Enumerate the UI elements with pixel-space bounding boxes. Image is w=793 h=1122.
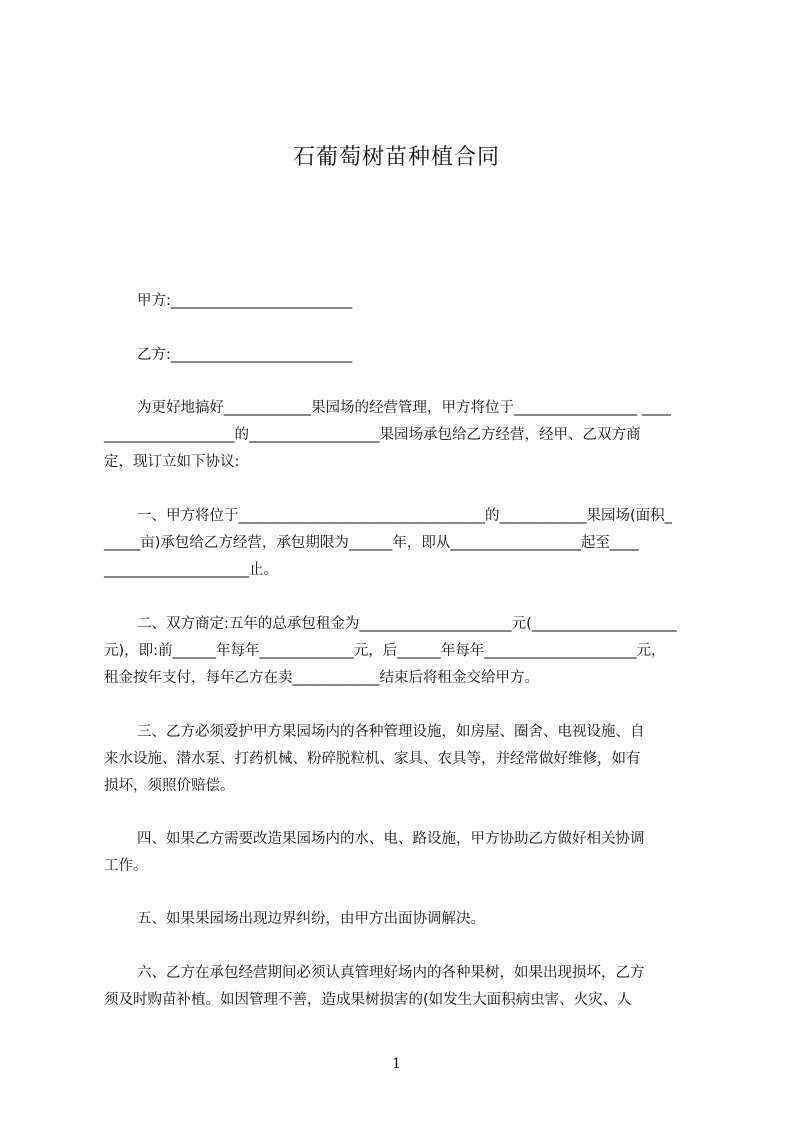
clause-6-line-1: 六、乙方在承包经营期间必须认真管理好场内的各种果树，如果出现损坏，乙方 (137, 965, 645, 981)
party-b-line: 乙方:_________________________ (137, 347, 353, 363)
intro-line-2: __________________的__________________果园场承包给乙方经营，经甲、乙双方商 (104, 427, 641, 443)
intro-line-1: 为更好地搞好____________果园场的经营管理，甲方将位于_________________ ____ (137, 400, 671, 416)
clause-1-line-1: 一、甲方将位于__________________________________的____________果园场(面积_ (137, 508, 672, 524)
clause-3-line-3: 损坏，须照价赔偿。 (104, 778, 235, 794)
clause-1-line-2: _____亩)承包给乙方经营，承包期限为______年，即从__________________起至____ (104, 535, 639, 551)
clause-3-line-1: 三、乙方必须爱护甲方果园场内的各种管理设施，如房屋、圈舍、电视设施、自 (137, 724, 645, 740)
party-a-line: 甲方:_________________________ (137, 293, 353, 309)
clause-3-line-2: 来水设施、潜水泵、打药机械、粉碎脱粒机、家具、农具等，并经常做好维修，如有 (104, 751, 641, 767)
clause-4-line-1: 四、如果乙方需要改造果园场内的水、电、路设施，甲方协助乙方做好相关协调 (137, 831, 645, 847)
page-number: 1 (392, 1056, 401, 1072)
intro-line-3: 定，现订立如下协议: (104, 454, 240, 470)
clause-5-line-1: 五、如果果园场出现边界纠纷，由甲方出面协调解决。 (137, 911, 485, 927)
clause-4-line-2: 工作。 (104, 858, 148, 874)
clause-2-line-3: 租金按年支付，每年乙方在卖____________结束后将租金交给甲方。 (104, 670, 539, 686)
document-title: 石葡萄树苗种植合同 (292, 145, 500, 170)
clause-1-line-3: ____________________止。 (104, 562, 278, 578)
clause-6-line-2: 须及时购苗补植。如因管理不善，造成果树损害的(如发生大面积病虫害、火灾、人 (104, 992, 632, 1008)
clause-2-line-1: 二、双方商定:五年的总承包租金为_____________________元(____________________ (137, 616, 677, 632)
clause-2-line-2: 元)，即:前______年每年_____________元，后______年每年_____________________元， (104, 643, 666, 659)
